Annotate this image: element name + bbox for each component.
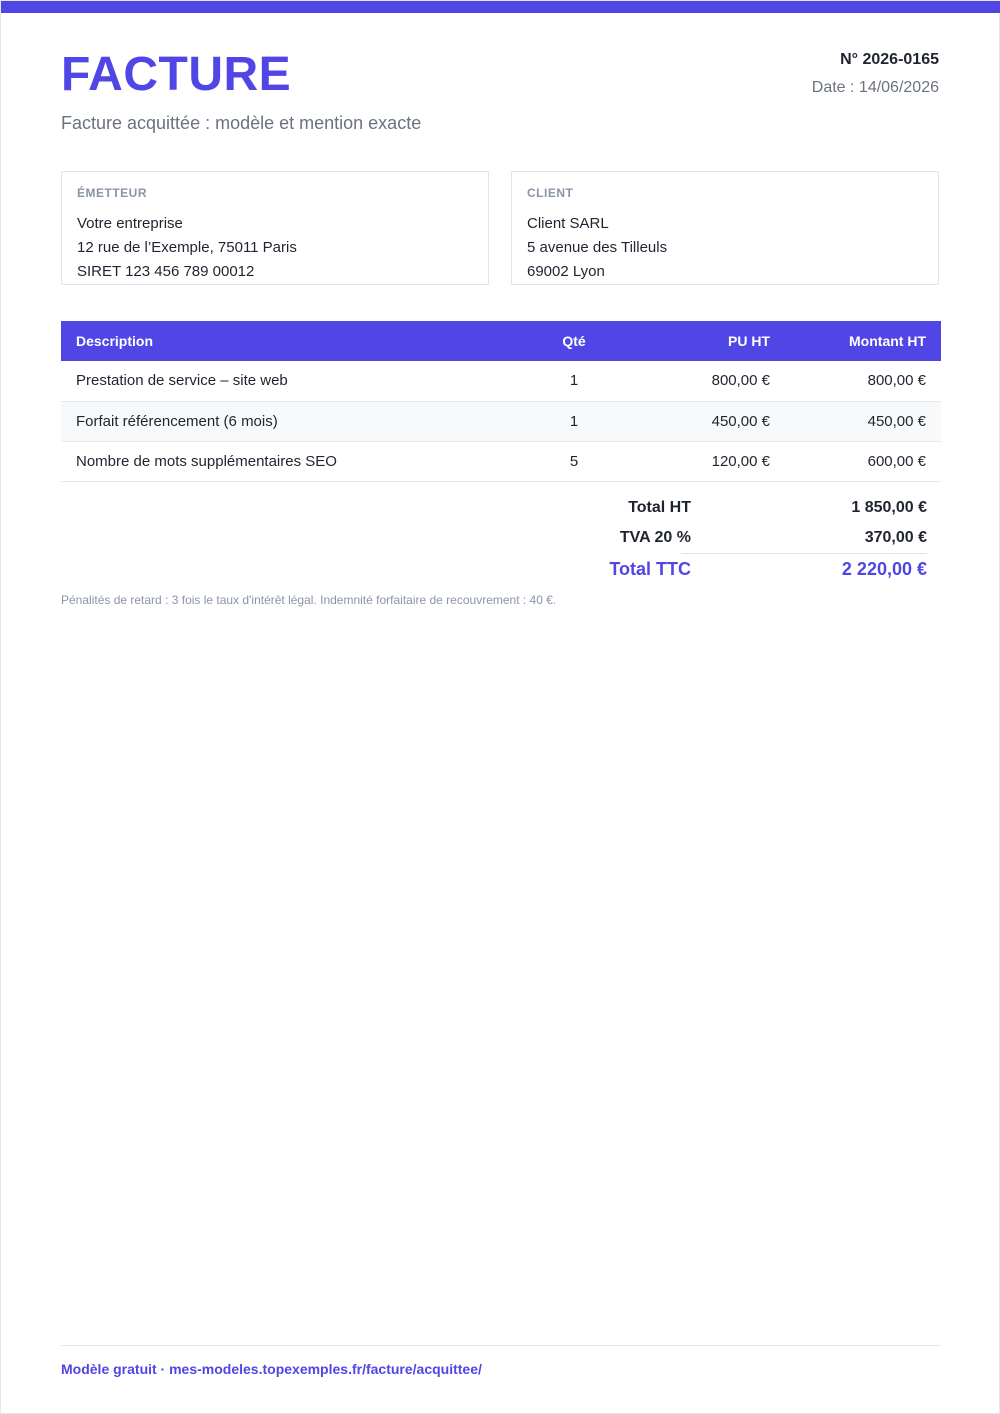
header-quantity: Qté: [519, 321, 629, 361]
row-unit-price: 450,00 €: [629, 401, 785, 441]
late-payment-note: Pénalités de retard : 3 fois le taux d'intérêt légal. Indemnité forfaitaire de recouvrement : 40 €.: [61, 593, 557, 607]
client-street: 5 avenue des Tilleuls: [527, 239, 668, 256]
total-ht-value: 1 850,00 €: [851, 499, 927, 516]
row-unit-price: 800,00 €: [629, 361, 785, 401]
row-amount: 450,00 €: [785, 401, 941, 441]
row-description: Prestation de service – site web: [61, 361, 519, 401]
tva-value: 370,00 €: [864, 529, 927, 546]
invoice-subtitle: Facture acquittée : modèle et mention exacte: [61, 113, 422, 133]
total-ttc-value: 2 220,00 €: [841, 559, 927, 579]
footer-divider: [61, 1345, 941, 1346]
header-unit-price: PU HT: [629, 321, 785, 361]
tva-row: [541, 523, 927, 553]
tva-label: TVA 20 %: [619, 529, 691, 546]
emitter-name: Votre entreprise: [77, 215, 183, 232]
row-amount: 800,00 €: [785, 361, 941, 401]
table-row: [61, 401, 941, 441]
emitter-box: [61, 171, 489, 285]
row-quantity: 5: [519, 441, 629, 481]
total-ttc-label: Total TTC: [609, 559, 691, 579]
client-label: CLIENT: [527, 186, 574, 200]
invoice-meta: [812, 49, 939, 99]
client-city: 69002 Lyon: [527, 263, 605, 280]
header-amount: Montant HT: [785, 321, 941, 361]
invoice-title: FACTURE: [61, 48, 292, 101]
accent-top-bar: [1, 1, 1000, 13]
emitter-siret: SIRET 123 456 789 00012: [77, 263, 255, 280]
table-row: [61, 361, 941, 401]
total-ht-label: Total HT: [628, 499, 691, 516]
totals-block: [541, 493, 927, 584]
invoice-date: Date : 14/06/2026: [811, 79, 939, 96]
client-name: Client SARL: [527, 215, 609, 232]
table-header-row: [61, 321, 941, 361]
emitter-address: 12 rue de l’Exemple, 75011 Paris: [77, 239, 297, 256]
row-amount: 600,00 €: [785, 441, 941, 481]
invoice-number: N° 2026-0165: [840, 51, 939, 68]
client-box: [511, 171, 939, 285]
total-ttc-row: [609, 553, 927, 584]
line-items-table: [61, 321, 941, 482]
row-quantity: 1: [519, 361, 629, 401]
header-description: Description: [61, 321, 519, 361]
row-description: Nombre de mots supplémentaires SEO: [61, 441, 519, 481]
footer-credit: Modèle gratuit · mes-modeles.topexemples.fr/facture/acquittee/: [61, 1361, 482, 1377]
row-quantity: 1: [519, 401, 629, 441]
row-description: Forfait référencement (6 mois): [61, 401, 519, 441]
row-unit-price: 120,00 €: [629, 441, 785, 481]
emitter-label: ÉMETTEUR: [77, 186, 147, 200]
table-row: [61, 441, 941, 481]
total-ht-row: [541, 493, 927, 523]
